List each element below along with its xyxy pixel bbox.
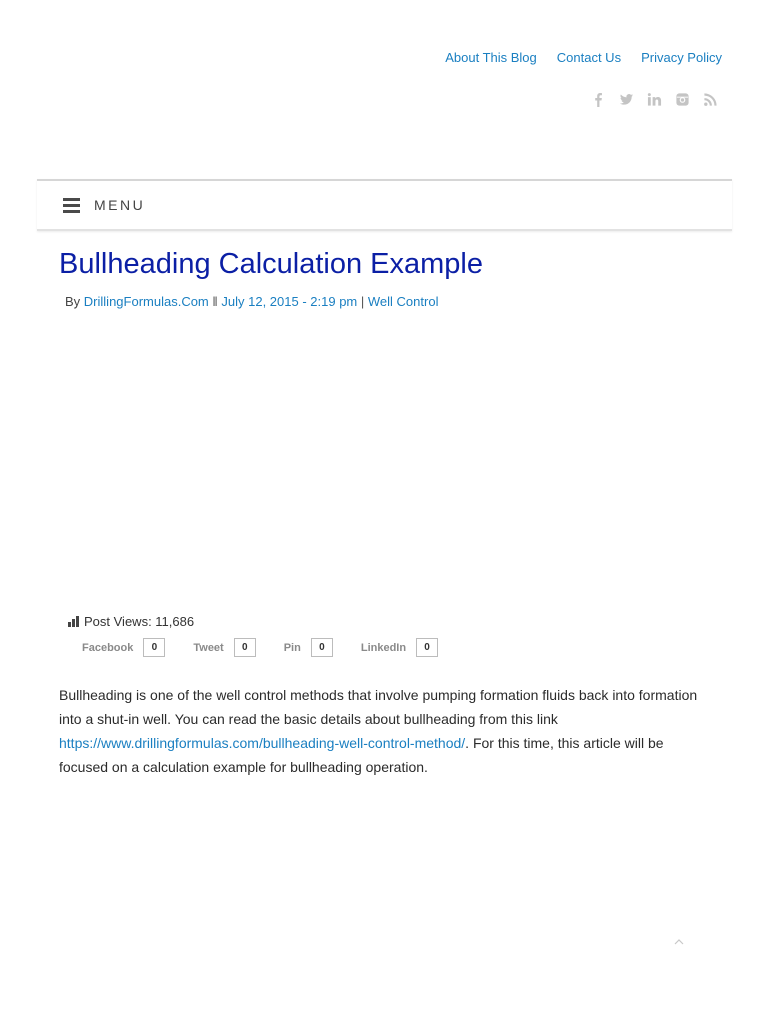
post-meta [65, 294, 438, 309]
linkedin-icon[interactable] [647, 92, 662, 107]
share-label[interactable]: Pin [283, 641, 301, 654]
facebook-icon[interactable] [591, 92, 606, 107]
author-link[interactable]: DrillingFormulas.Com [83, 294, 209, 309]
post-body-paragraph [59, 683, 709, 779]
scroll-to-top-icon[interactable] [673, 935, 685, 947]
instagram-icon[interactable] [675, 92, 690, 107]
social-links [591, 92, 718, 107]
category-link[interactable]: Well Control [367, 294, 439, 309]
post-title: Bullheading Calculation Example [59, 248, 483, 280]
share-tweet[interactable] [193, 638, 255, 657]
twitter-icon[interactable] [619, 92, 634, 107]
post-views-text: Post Views: 11,686 [84, 614, 195, 629]
by-label: By [65, 294, 81, 309]
rss-icon[interactable] [703, 92, 718, 107]
share-count: 0 [234, 638, 256, 657]
main-menu-bar[interactable] [37, 179, 732, 231]
share-label[interactable]: Tweet [193, 641, 224, 654]
about-blog-link[interactable]: About This Blog [445, 50, 537, 65]
bullheading-method-link[interactable]: https://www.drillingformulas.com/bullheading-well-control-method/ [59, 735, 466, 751]
share-count: 0 [311, 638, 333, 657]
share-label[interactable]: Facebook [82, 641, 134, 654]
top-navigation [445, 50, 722, 65]
share-linkedin[interactable] [361, 638, 438, 657]
contact-us-link[interactable]: Contact Us [556, 50, 622, 65]
share-bar [82, 638, 438, 657]
meta-separator: | [360, 294, 365, 309]
hamburger-menu-icon[interactable] [63, 198, 80, 213]
post-views [68, 614, 194, 629]
share-count: 0 [143, 638, 165, 657]
menu-label[interactable]: MENU [94, 197, 146, 213]
share-count: 0 [416, 638, 438, 657]
post-date-link[interactable]: July 12, 2015 - 2:19 pm [221, 294, 358, 309]
body-text-1: Bullheading is one of the well control methods that involve pumping formation fluids back into formation into a shut-in well. You can read the basic details about bullheading from this link [59, 687, 698, 727]
bar-chart-icon [68, 616, 79, 627]
privacy-policy-link[interactable]: Privacy Policy [641, 50, 722, 65]
body-text-2: . For this time, this article will be focused on a calculation example for bullheading operation. [59, 735, 664, 775]
share-pin[interactable] [284, 638, 333, 657]
share-facebook[interactable] [82, 638, 165, 657]
meta-separator: ‖ [212, 294, 218, 309]
share-label[interactable]: LinkedIn [360, 641, 407, 654]
